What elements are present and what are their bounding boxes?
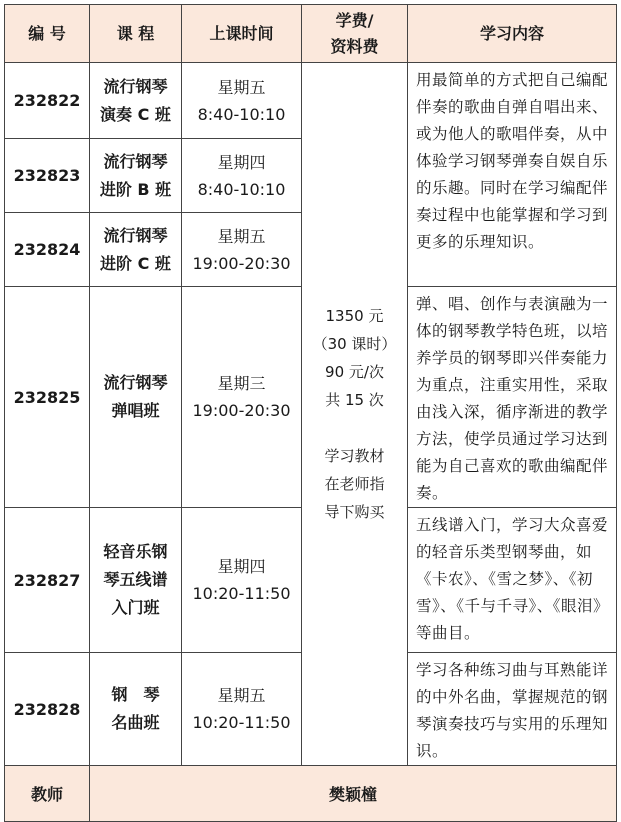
table-row	[5, 63, 617, 139]
course-name-line: 流行钢琴	[103, 373, 168, 392]
course-name	[90, 213, 182, 287]
course-id: 232825	[5, 287, 90, 508]
course-name	[90, 653, 182, 766]
class-time	[182, 508, 302, 653]
course-name-line: 轻音乐钢	[103, 542, 168, 561]
header-fee-line1: 学费/	[335, 10, 374, 30]
fee-hours: （30 课时）	[312, 335, 397, 353]
course-id: 232822	[5, 63, 90, 139]
course-name-line: 琴五线谱	[103, 570, 168, 589]
course-id: 232824	[5, 213, 90, 287]
header-content: 学习内容	[408, 5, 617, 63]
class-hours: 8:40-10:10	[197, 179, 286, 199]
course-content: 学习各种练习曲与耳熟能详的中外名曲，掌握规范的钢琴演奏技巧与实用的乐理知识。	[408, 653, 617, 766]
class-day: 星期五	[217, 686, 266, 705]
course-schedule-table	[4, 4, 617, 822]
course-name-line: 进阶 B 班	[99, 179, 172, 199]
class-time	[182, 287, 302, 508]
class-hours: 10:20-11:50	[192, 584, 291, 603]
course-name-line: 演奏 C 班	[100, 104, 171, 124]
header-fee	[302, 5, 408, 63]
class-time	[182, 139, 302, 213]
teacher-name: 樊颖橦	[90, 766, 617, 822]
course-name-line: 流行钢琴	[103, 151, 168, 171]
course-name-line: 钢 琴	[111, 685, 160, 704]
class-hours: 19:00-20:30	[192, 253, 291, 273]
fee-note-line: 导下购买	[324, 503, 385, 521]
class-time	[182, 653, 302, 766]
course-name	[90, 508, 182, 653]
course-name-line: 名曲班	[111, 713, 160, 732]
class-hours: 19:00-20:30	[192, 401, 291, 420]
course-name-line: 进阶 C 班	[100, 253, 171, 273]
course-id: 232827	[5, 508, 90, 653]
course-name-line: 流行钢琴	[103, 76, 168, 96]
header-row	[5, 5, 617, 63]
class-day: 星期四	[217, 152, 266, 172]
fee-total: 1350 元	[325, 307, 384, 325]
course-content: 五线谱入门，学习大众喜爱的轻音乐类型钢琴曲，如《卡农》、《雪之梦》、《初雪》、《千与千寻》、《眼泪》等曲目。	[408, 508, 617, 653]
fee-cell	[302, 63, 408, 766]
class-time	[182, 63, 302, 139]
course-name-line: 入门班	[111, 598, 160, 617]
teacher-row	[5, 766, 617, 822]
class-day: 星期五	[217, 226, 266, 246]
course-name-line: 流行钢琴	[103, 225, 168, 245]
fee-note-line: 在老师指	[324, 475, 385, 493]
fee-sessions: 共 15 次	[325, 391, 384, 409]
class-day: 星期五	[217, 77, 266, 97]
course-content: 用最简单的方式把自己编配伴奏的歌曲自弹自唱出来、或为他人的歌唱伴奏，从中体验学习钢琴弹奏自娱自乐的乐趣。同时在学习编配伴奏过程中也能掌握和学习到更多的乐理知识。	[408, 63, 617, 287]
fee-note-line: 学习教材	[324, 447, 385, 465]
class-day: 星期三	[217, 374, 266, 393]
header-id: 编 号	[5, 5, 90, 63]
course-name	[90, 139, 182, 213]
class-hours: 8:40-10:10	[197, 104, 286, 124]
course-name-line: 弹唱班	[111, 401, 160, 420]
course-content: 弹、唱、创作与表演融为一体的钢琴教学特色班，以培养学员的钢琴即兴伴奏能力为重点，注重实用性，采取由浅入深，循序渐进的教学方法，使学员通过学习达到能为自己喜欢的歌曲编配伴奏。	[408, 287, 617, 508]
header-fee-line2: 资料费	[330, 36, 379, 56]
course-name	[90, 287, 182, 508]
class-time	[182, 213, 302, 287]
course-name	[90, 63, 182, 139]
teacher-label: 教师	[5, 766, 90, 822]
class-day: 星期四	[217, 557, 266, 576]
course-id: 232828	[5, 653, 90, 766]
class-hours: 10:20-11:50	[192, 713, 291, 732]
header-time: 上课时间	[182, 5, 302, 63]
course-id: 232823	[5, 139, 90, 213]
fee-per-session: 90 元/次	[325, 363, 384, 381]
header-course: 课 程	[90, 5, 182, 63]
